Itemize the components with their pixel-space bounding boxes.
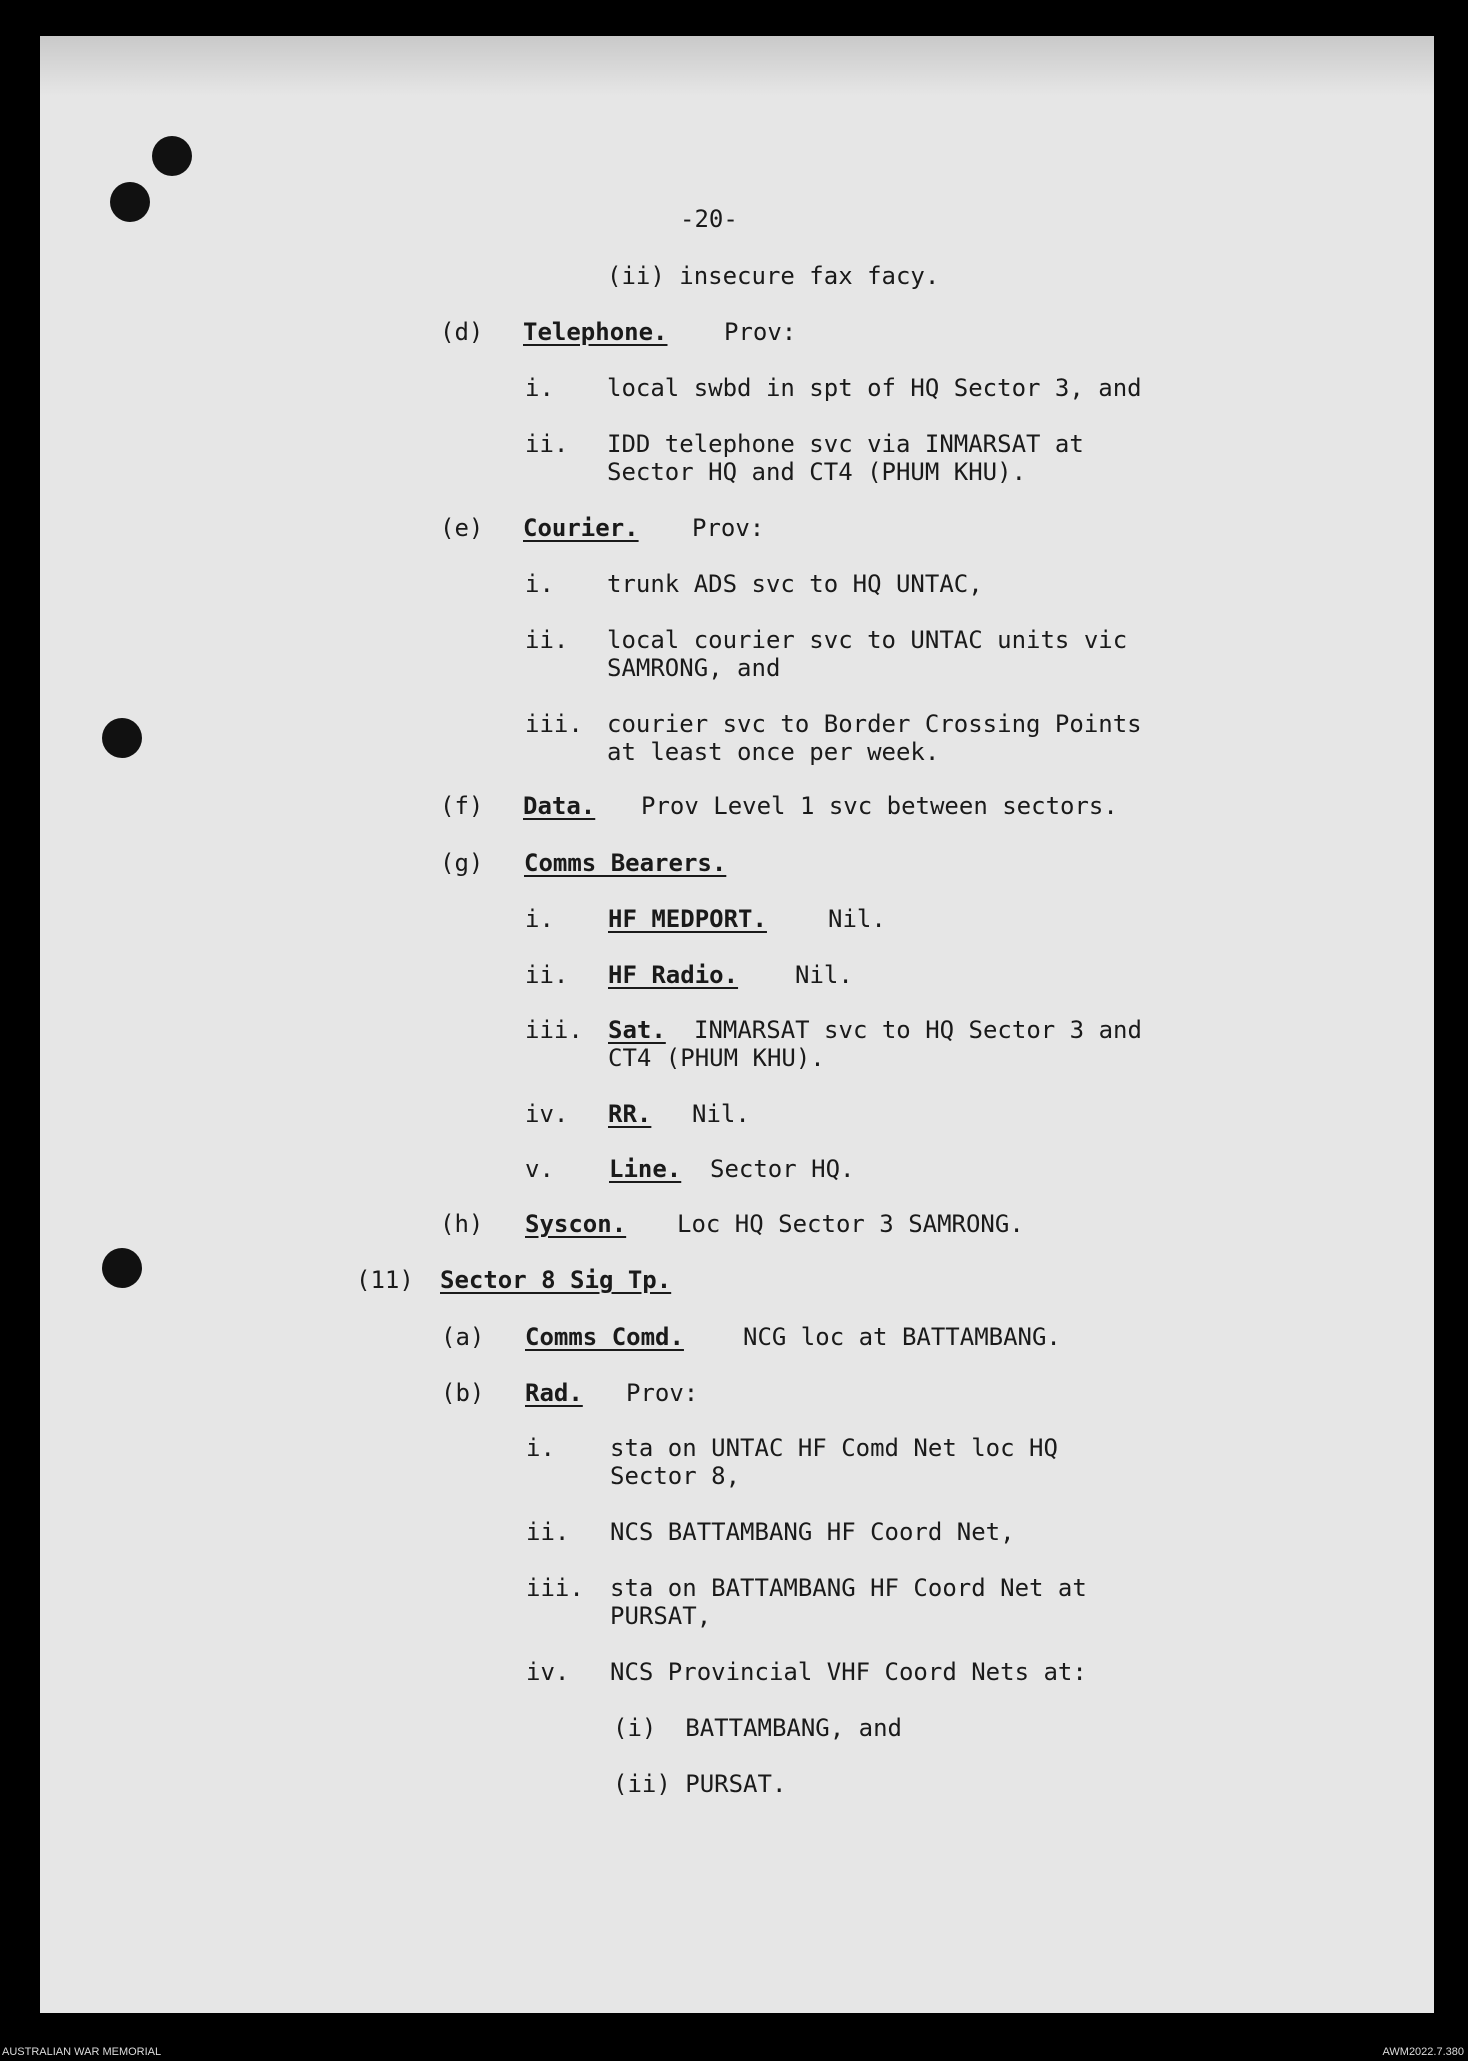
item-d-text: Prov: <box>724 318 797 346</box>
item-f-label: (f) <box>440 792 484 820</box>
item-b-iii-text-cont: PURSAT, <box>610 1602 712 1630</box>
item-g-iii-number: iii. <box>525 1016 583 1044</box>
item-b-ii-text: NCS BATTAMBANG HF Coord Net, <box>610 1518 1015 1546</box>
item-a-label: (a) <box>441 1323 485 1351</box>
item-b-iv-ii: (ii) PURSAT. <box>613 1770 787 1798</box>
item-g-iii-heading: Sat. <box>608 1016 666 1044</box>
item-d-i-number: i. <box>525 374 554 402</box>
item-g-v-heading: Line. <box>609 1155 682 1183</box>
item-g-v-text: Sector HQ. <box>710 1155 855 1183</box>
item-d-heading: Telephone. <box>523 318 668 346</box>
item-g-iv-heading: RR. <box>608 1100 652 1128</box>
item-b-i-text: sta on UNTAC HF Comd Net loc HQ <box>610 1434 1058 1462</box>
item-g-iv-number: iv. <box>525 1100 569 1128</box>
item-f-heading: Data. <box>523 792 596 820</box>
item-g-v-number: v. <box>525 1155 554 1183</box>
punch-hole <box>102 1248 142 1288</box>
section-11-heading: Sector 8 Sig Tp. <box>440 1266 672 1294</box>
item-g-i-heading: HF MEDPORT. <box>608 905 767 933</box>
item-b-iii-number: iii. <box>526 1574 584 1602</box>
item-b-i-text-cont: Sector 8, <box>610 1462 741 1490</box>
item-e-iii-number: iii. <box>525 710 583 738</box>
item-g-iii-text: INMARSAT svc to HQ Sector 3 and <box>694 1016 1142 1044</box>
item-e-iii-text-cont: at least once per week. <box>607 738 940 766</box>
item-b-heading: Rad. <box>525 1379 583 1407</box>
item-d-ii-text-cont: Sector HQ and CT4 (PHUM KHU). <box>607 458 1027 486</box>
item-b-iv-number: iv. <box>526 1658 570 1686</box>
item-h-heading: Syscon. <box>525 1210 627 1238</box>
item-e-i-text: trunk ADS svc to HQ UNTAC, <box>607 570 983 598</box>
item-c-ii: (ii) insecure fax facy. <box>607 262 940 290</box>
item-e-ii-text-cont: SAMRONG, and <box>607 654 781 682</box>
item-e-text: Prov: <box>692 514 765 542</box>
item-d-ii-number: ii. <box>525 430 569 458</box>
item-g-ii-heading: HF Radio. <box>608 961 739 989</box>
item-g-label: (g) <box>440 849 484 877</box>
item-d-label: (d) <box>440 318 484 346</box>
item-e-label: (e) <box>440 514 484 542</box>
item-a-text: NCG loc at BATTAMBANG. <box>743 1323 1061 1351</box>
item-b-iv-text: NCS Provincial VHF Coord Nets at: <box>610 1658 1087 1686</box>
item-g-iv-text: Nil. <box>692 1100 750 1128</box>
item-e-ii-number: ii. <box>525 626 569 654</box>
item-g-iii-text-cont: CT4 (PHUM KHU). <box>608 1044 825 1072</box>
item-g-heading: Comms Bearers. <box>524 849 727 877</box>
item-g-i-number: i. <box>525 905 554 933</box>
item-h-text: Loc HQ Sector 3 SAMRONG. <box>677 1210 1024 1238</box>
item-b-iv-i: (i) BATTAMBANG, and <box>613 1714 902 1742</box>
item-g-ii-text: Nil. <box>795 961 853 989</box>
item-d-ii-text: IDD telephone svc via INMARSAT at <box>607 430 1084 458</box>
item-b-i-number: i. <box>526 1434 555 1462</box>
item-a-heading: Comms Comd. <box>525 1323 684 1351</box>
item-b-text: Prov: <box>626 1379 699 1407</box>
item-e-iii-text: courier svc to Border Crossing Points <box>607 710 1142 738</box>
item-h-label: (h) <box>440 1210 484 1238</box>
item-b-label: (b) <box>441 1379 485 1407</box>
page-top-shadow <box>40 36 1434 96</box>
section-11-label: (11) <box>356 1266 414 1294</box>
item-e-heading: Courier. <box>523 514 639 542</box>
punch-hole <box>152 136 192 176</box>
footer-archive-reference: AWM2022.7.380 <box>1382 2046 1464 2058</box>
item-f-text: Prov Level 1 svc between sectors. <box>641 792 1118 820</box>
item-e-ii-text: local courier svc to UNTAC units vic <box>607 626 1128 654</box>
item-g-ii-number: ii. <box>525 961 569 989</box>
item-b-iii-text: sta on BATTAMBANG HF Coord Net at <box>610 1574 1087 1602</box>
item-e-i-number: i. <box>525 570 554 598</box>
punch-hole <box>102 718 142 758</box>
page-number: -20- <box>680 205 738 233</box>
punch-hole <box>110 182 150 222</box>
item-g-i-text: Nil. <box>828 905 886 933</box>
item-b-ii-number: ii. <box>526 1518 570 1546</box>
item-d-i-text: local swbd in spt of HQ Sector 3, and <box>607 374 1142 402</box>
footer-archive-name: AUSTRALIAN WAR MEMORIAL <box>2 2046 162 2058</box>
